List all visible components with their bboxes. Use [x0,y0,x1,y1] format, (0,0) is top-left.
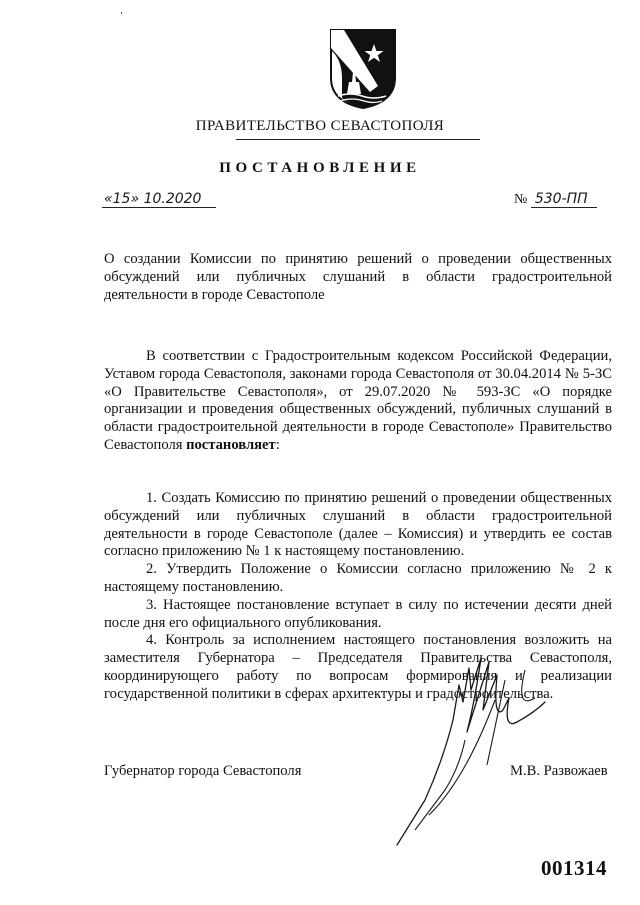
document-number-value: 530-ПП [531,191,597,208]
resolution-item: 1. Создать Комиссию по принятию решений о проведении общественных обсуждений или публичных слушаний в области градостроительной деятельности в городе Севастополе (далее – Комиссия) и утвердить ее состав согласно приложению № 1 к настоящему постановлению. [104,490,612,560]
legal-basis-colon: : [275,436,280,453]
resolution-item: 2. Утвердить Положение о Комиссии согласно приложению № 2 к настоящему постановлению. [104,561,612,595]
resolution-item: 4. Контроль за исполнением настоящего постановления возложить на заместителя Губернатора – Председателя Правительства Севастополя, координирующего работу по вопросам формирования и реализации государственной политики в сферах архитектуры и градостроительства. [104,632,612,702]
date-close-quote: » [130,191,140,207]
date-day: 15 [112,191,131,207]
government-name: ПРАВИТЕЛЬСТВО СЕВАСТОПОЛЯ [195,118,445,134]
signatory-post: Губернатор города Севастополя [104,763,302,779]
date-month-year: 10.2020 [143,191,202,207]
resolution-item: 3. Настоящее постановление вступает в силу по истечении десяти дней после дня его официального опубликования. [104,596,612,631]
scan-speck [121,12,122,14]
legal-basis-paragraph [104,348,612,455]
signatory-name: М.В. Развожаев [510,763,608,779]
coat-of-arms-emblem [328,26,398,110]
document-date [102,191,216,208]
date-open-quote: « [104,191,113,207]
legal-basis-text: В соответствии с Градостроительным кодексом Российской Федерации, Уставом города Севастополя, законами города Севастополя от 30.04.2014 № 5-ЗС «О Правительстве Севастополя», от 29.07.2020 № 593-ЗС «О порядке организации и проведения общественных обсуждений, публичных слушаний в области градостроительной деятельности в городе Севастополе» Правительство Севастополя [104,348,612,453]
header-divider [236,139,480,140]
document-subject: О создании Комиссии по принятию решений о проведении общественных обсуждений или публичных слушаний в области градостроительной деятельности в городе Севастополе [104,251,612,303]
registration-number: 001314 [541,856,607,880]
number-sign: № [514,192,528,207]
document-number [514,191,597,208]
handwritten-signature [385,640,585,855]
legal-basis-verb: постановляет [186,436,276,453]
document-type-title: ПОСТАНОВЛЕНИЕ [219,160,421,176]
